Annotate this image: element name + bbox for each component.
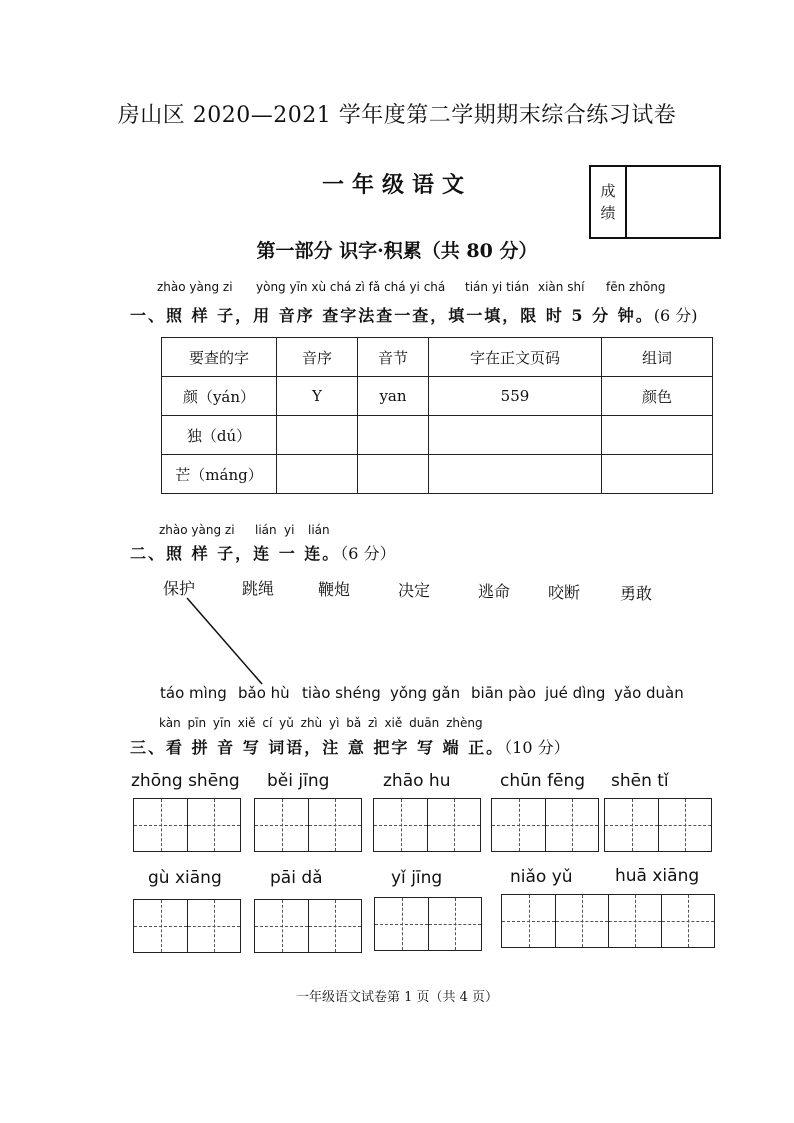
- exam-title: 房山区 2020—2021 学年度第二学期期末综合练习试卷: [117, 103, 677, 128]
- writing-grid[interactable]: [491, 798, 599, 852]
- writing-cell[interactable]: [658, 799, 711, 851]
- writing-grid[interactable]: [133, 798, 241, 852]
- match-pinyin[interactable]: tiào shéng: [302, 684, 381, 702]
- q1-pinyin-2: yòng yīn xù chá zì fǎ chá yi chá: [256, 280, 446, 294]
- writing-cell[interactable]: [308, 799, 361, 851]
- q3-word-pinyin: běi jīng: [267, 771, 330, 791]
- score-label-char-1: 成: [600, 182, 616, 200]
- q3-word-pinyin: shēn tǐ: [611, 771, 669, 791]
- writing-grid[interactable]: [254, 798, 362, 852]
- writing-cell[interactable]: [255, 799, 308, 851]
- writing-grid[interactable]: [133, 899, 241, 953]
- writing-cell[interactable]: [187, 799, 240, 851]
- score-label-char-2: 绩: [600, 204, 616, 222]
- match-word[interactable]: 决定: [398, 581, 431, 600]
- match-word[interactable]: 咬断: [548, 583, 581, 602]
- writing-cell[interactable]: [428, 898, 481, 950]
- q2-text: 二、照 样 子，连 一 连。: [130, 544, 341, 563]
- writing-grid[interactable]: [254, 899, 362, 953]
- q3-word-pinyin: zhōng shēng: [131, 771, 240, 791]
- q3-word-pinyin: pāi dǎ: [270, 868, 323, 888]
- match-pinyin[interactable]: bǎo hù: [238, 684, 290, 702]
- writing-cell[interactable]: [555, 895, 608, 947]
- q3-word-pinyin: chūn fēng: [500, 771, 586, 791]
- q3-word-pinyin: zhāo hu: [383, 771, 451, 791]
- match-word[interactable]: 跳绳: [242, 579, 275, 598]
- q1-pinyin-4: xiàn shí: [538, 280, 585, 294]
- writing-grid[interactable]: [604, 798, 712, 852]
- q2-pinyin-3: yi: [284, 523, 295, 537]
- table-header: 字在正文页码: [429, 338, 602, 377]
- table-cell: 颜色: [602, 377, 713, 416]
- match-word[interactable]: 鞭炮: [318, 580, 351, 599]
- q1-pinyin-3: tián yi tián: [465, 280, 530, 294]
- writing-grid[interactable]: [374, 897, 482, 951]
- q3-instruction: [130, 735, 570, 758]
- match-pinyin[interactable]: táo mìng: [160, 684, 227, 702]
- q2-points: （6 分）: [340, 544, 396, 563]
- match-pinyin[interactable]: yǎo duàn: [614, 684, 684, 702]
- q3-word-pinyin: yǐ jīng: [391, 868, 443, 888]
- grade-subject-title: 一年级语文: [321, 172, 472, 198]
- q1-pinyin-5: fēn zhōng: [606, 280, 666, 294]
- writing-cell[interactable]: [375, 898, 428, 950]
- q2-pinyin-1: zhào yàng zi: [159, 523, 235, 537]
- q3-pinyin: kàn pīn yīn xiě cí yǔ zhù yì bǎ zì xiě duān zhèng: [159, 716, 483, 730]
- writing-cell[interactable]: [608, 895, 661, 947]
- table-header: 要查的字: [162, 338, 277, 377]
- q1-text: 一、照 样 子，用 音序 查字法查一查，填一填，限 时 5 分 钟。: [130, 306, 654, 325]
- table-header: 音节: [358, 338, 429, 377]
- q2-pinyin-2: lián: [255, 523, 277, 537]
- match-pinyin[interactable]: yǒng gǎn: [390, 684, 461, 702]
- writing-cell[interactable]: [661, 895, 714, 947]
- table-cell: 559: [429, 377, 602, 416]
- writing-grid[interactable]: [373, 798, 481, 852]
- match-pinyin[interactable]: jué dìng: [545, 684, 606, 702]
- match-word[interactable]: 勇敢: [620, 584, 653, 603]
- table-cell: Y: [277, 377, 358, 416]
- writing-cell[interactable]: [545, 799, 598, 851]
- writing-cell[interactable]: [605, 799, 658, 851]
- q3-word-pinyin: niǎo yǔ: [510, 867, 573, 887]
- q3-word-pinyin: gù xiāng: [148, 868, 222, 888]
- writing-cell[interactable]: [134, 900, 187, 952]
- match-word[interactable]: 保护: [163, 579, 196, 598]
- q1-pinyin-1: zhào yàng zi: [157, 280, 233, 294]
- page-footer: 一年级语文试卷第 1 页（共 4 页）: [295, 990, 499, 1005]
- match-pinyin[interactable]: biān pào: [471, 684, 537, 702]
- table-cell: 颜（yán）: [162, 377, 277, 416]
- table-cell: 芒（máng）: [162, 455, 277, 494]
- writing-cell[interactable]: [308, 900, 361, 952]
- table-cell: 独（dú）: [162, 416, 277, 455]
- q1-points: (6 分): [653, 306, 698, 325]
- q3-word-pinyin: huā xiāng: [615, 866, 700, 886]
- q2-pinyin-4: lián: [308, 523, 330, 537]
- part1-heading: 第一部分 识字·积累（共 80 分）: [256, 240, 538, 262]
- table-header: 音序: [277, 338, 358, 377]
- writing-cell[interactable]: [134, 799, 187, 851]
- writing-grid[interactable]: [501, 894, 715, 948]
- q3-points: （10 分）: [504, 738, 570, 757]
- writing-cell[interactable]: [374, 799, 427, 851]
- match-word[interactable]: 逃命: [478, 582, 511, 601]
- table-cell: yan: [358, 377, 429, 416]
- writing-cell[interactable]: [187, 900, 240, 952]
- writing-cell[interactable]: [492, 799, 545, 851]
- writing-cell[interactable]: [427, 799, 480, 851]
- q3-text: 三、看 拼 音 写 词语，注 意 把字 写 端 正。: [130, 738, 505, 757]
- table-header: 组词: [602, 338, 713, 377]
- writing-cell[interactable]: [502, 895, 555, 947]
- writing-cell[interactable]: [255, 900, 308, 952]
